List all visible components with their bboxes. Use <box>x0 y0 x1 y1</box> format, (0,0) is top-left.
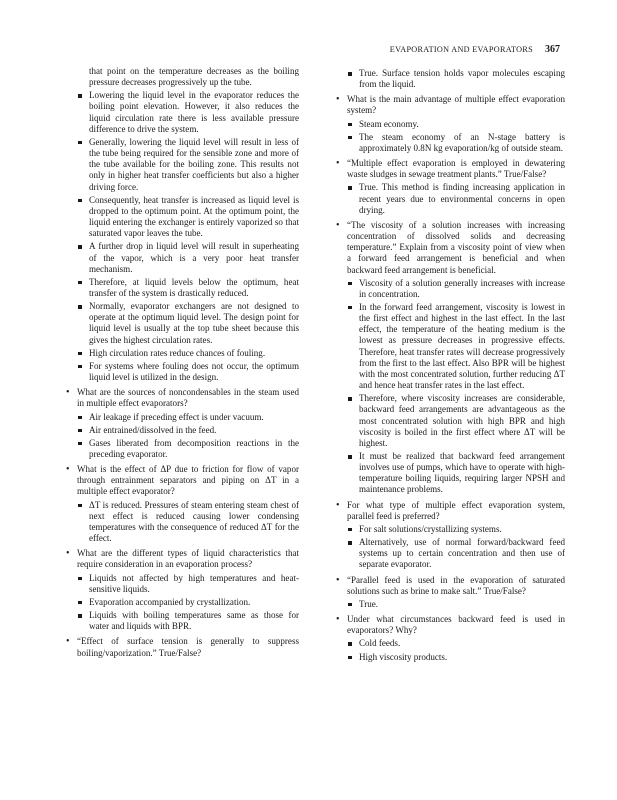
answer-item: Evaporation accompanied by crystallization. <box>63 597 299 608</box>
question-item: • What is the main advantage of multiple effect evaporation system? <box>333 94 565 116</box>
answer-item: Normally, evaporator exchangers are not designed to operate at the optimum liquid level. The design point for liquid level is usually at the top tube sheet because this gives the highest circulation rates. <box>63 301 299 346</box>
right-blocks <box>333 68 565 663</box>
right-column <box>333 66 565 663</box>
answer-item: Cold feeds. <box>333 638 565 649</box>
answer-item: ΔT is reduced. Pressures of steam entering steam chest of next effect is reduced causing lower condensing temperatures with the consequence of reduced ΔT for the effect. <box>63 500 299 545</box>
continuation-text: that point on the temperature decreases as the boiling pressure decreases progressively up the tube. <box>89 66 299 88</box>
answer-item: Alternatively, use of normal forward/backward feed systems up to certain concentration and then use of separate evaporator. <box>333 537 565 570</box>
answer-item: Therefore, where viscosity increases are considerable, backward feed arrangements are advantageous as the most concentrated solution with high BPR and high viscosity is boiled in the first effect where ΔT will be highest. <box>333 393 565 449</box>
question-item: • What are the sources of noncondensables in the steam used in multiple effect evaporators? <box>63 387 299 409</box>
answer-item: Generally, lowering the liquid level will result in less of the tube being required for the sensible zone and more of the tube available for the boiling zone. This results not only in higher heat transfer coefficients but also a higher driving force. <box>63 137 299 193</box>
question-item: • “Parallel feed is used in the evaporation of saturated solutions such as brine to make salt.” True/False? <box>333 575 565 597</box>
answer-item: In the forward feed arrangement, viscosity is lowest in the first effect and highest in the last effect. In the last effect, the temperature of the heating medium is the lowest as pressure decreases in progressive effects. Therefore, heat transfer rates will decrease progressively from the first to the last effect. Also BPR will be highest with the most concentrated solution, further reducing ΔT and hence heat transfer rates in the last effect. <box>333 302 565 391</box>
answer-item: Lowering the liquid level in the evaporator reduces the boiling point elevation. However, it also reduces the liquid circulation rate there is less available pressure difference to drive the system. <box>63 90 299 135</box>
running-title: EVAPORATION AND EVAPORATORS <box>389 45 533 54</box>
answer-item: True. Surface tension holds vapor molecules escaping from the liquid. <box>333 68 565 90</box>
answer-item: Air leakage if preceding effect is under vacuum. <box>63 412 299 423</box>
answer-item: It must be realized that backward feed arrangement involves use of pumps, which have to operate with high-temperature boiling liquids, requiring larger NPSH and maintenance problems. <box>333 451 565 496</box>
answer-item: A further drop in liquid level will result in superheating of the vapor, which is a very poor heat transfer mechanism. <box>63 241 299 274</box>
running-header <box>0 44 560 55</box>
answer-item: For salt solutions/crystallizing systems. <box>333 524 565 535</box>
answer-item: Liquids with boiling temperatures same as those for water and liquids with BPR. <box>63 610 299 632</box>
answer-item: Steam economy. <box>333 119 565 130</box>
answer-item: True. This method is finding increasing application in recent years due to environmental concerns in open drying. <box>333 182 565 215</box>
answer-item: True. <box>333 599 565 610</box>
question-item: • For what type of multiple effect evaporation system, parallel feed is preferred? <box>333 500 565 522</box>
answer-item: Air entrained/dissolved in the feed. <box>63 425 299 436</box>
answer-item: Therefore, at liquid levels below the optimum, heat transfer of the system is drastically reduced. <box>63 277 299 299</box>
question-item: • What are the different types of liquid characteristics that require consideration in an evaporation process? <box>63 548 299 570</box>
answer-item: Viscosity of a solution generally increases with increase in concentration. <box>333 278 565 300</box>
answer-item: High circulation rates reduce chances of fouling. <box>63 348 299 359</box>
answer-item: The steam economy of an N-stage battery is approximately 0.8N kg evaporation/kg of outside steam. <box>333 132 565 154</box>
answer-item: For systems where fouling does not occur, the optimum liquid level is utilized in the design. <box>63 361 299 383</box>
answer-item: Gases liberated from decomposition reactions in the preceding evaporator. <box>63 438 299 460</box>
page-number: 367 <box>545 44 560 55</box>
left-column <box>63 66 299 659</box>
question-item: • “Effect of surface tension is generally to suppress boiling/vaporization.” True/False? <box>63 636 299 658</box>
answer-item: High viscosity products. <box>333 652 565 663</box>
question-item: • What is the effect of ΔP due to friction for flow of vapor through entrainment separators and piping on ΔT in a multiple effect evaporator? <box>63 464 299 497</box>
question-item: • “Multiple effect evaporation is employed in dewatering waste sludges in sewage treatment plants.” True/False? <box>333 158 565 180</box>
answer-item: Consequently, heat transfer is increased as liquid level is dropped to the optimum point. At the optimum point, the liquid entering the exchanger is entirely vaporized so that saturated vapor leaves the tube. <box>63 195 299 240</box>
left-blocks <box>63 90 299 658</box>
question-item: • “The viscosity of a solution increases with increasing concentration of dissolved solids and decreasing temperature.” Explain from a viscosity point of view when a forward feed arrangement is beneficial and when backward feed arrangement is beneficial. <box>333 220 565 276</box>
answer-item: Liquids not affected by high temperatures and heat-sensitive liquids. <box>63 573 299 595</box>
question-item: • Under what circumstances backward feed is used in evaporators? Why? <box>333 614 565 636</box>
